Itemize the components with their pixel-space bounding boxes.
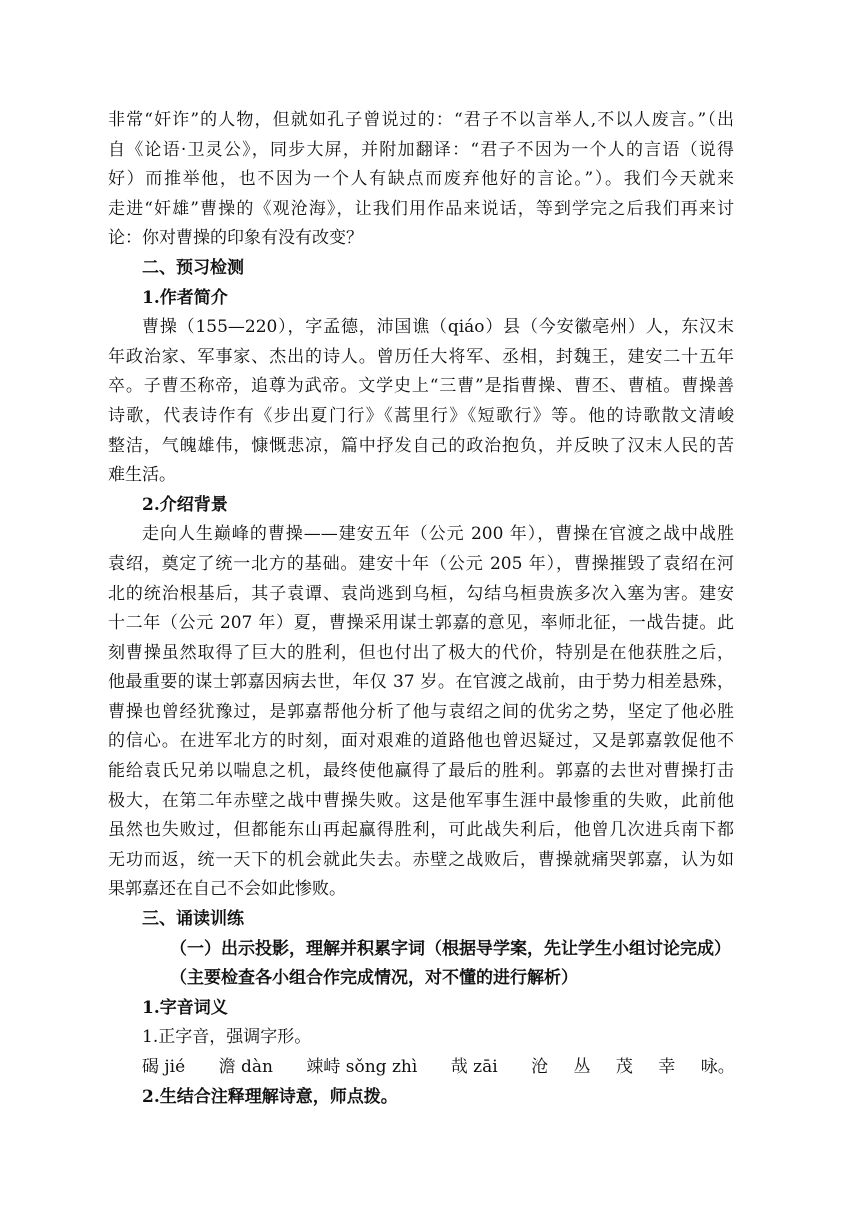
pinyin-item: 幸 <box>658 1057 676 1077</box>
document-body <box>108 106 734 1112</box>
vocab-instruction: 1.正字音，强调字形。 <box>142 1027 312 1048</box>
author-line: 卒。子曹丕称帝，追尊为武帝。文学史上“三曹”是指曹操、曹丕、曹植。曹操善 <box>108 376 734 397</box>
background-line: 曹操也曾经犹豫过，是郭嘉帮他分析了他与袁绍之间的优劣之势，坚定了他必胜 <box>108 701 734 722</box>
poem-meaning-heading: 2.生结合注释理解诗意，师点拨。 <box>142 1086 398 1107</box>
section-heading-preview-check: 二、预习检测 <box>142 257 244 278</box>
vocab-heading: 1.字音词义 <box>142 997 228 1018</box>
background-line: 的信心。在进军北方的时刻，面对艰难的道路他也曾迟疑过，又是郭嘉敦促他不 <box>108 731 734 752</box>
background-line: 能给袁氏兄弟以喘息之机，最终使他赢得了最后的胜利。郭嘉的去世对曹操打击 <box>108 761 734 782</box>
step1-note: （主要检查各小组合作完成情况，对不懂的进行解析） <box>170 968 578 989</box>
step1-heading: （一）出示投影，理解并积累字词（根据导学案，先让学生小组讨论完成） <box>170 938 731 959</box>
section-heading-recitation: 三、诵读训练 <box>142 909 244 930</box>
author-line: 曹操（155—220），字孟德，沛国谯（qiáo）县（今安徽亳州）人，东汉末 <box>142 317 734 338</box>
author-line: 整洁，气魄雄伟，慷慨悲凉，篇中抒发自己的政治抱负，并反映了汉末人民的苦 <box>108 435 734 456</box>
pinyin-item: 沧 <box>531 1057 549 1077</box>
pinyin-item: 哉 zāi <box>450 1057 498 1077</box>
background-line: 北的统治根基后，其子袁谭、袁尚逃到乌桓，勾结乌桓贵族多次入塞为害。建安 <box>108 583 734 604</box>
intro-line: 走进“奸雄”曹操的《观沧海》，让我们用作品来说话，等到学完之后我们再来讨 <box>108 198 734 219</box>
intro-line: 论：你对曹操的印象有没有改变？ <box>108 228 363 249</box>
background-line: 极大，在第二年赤壁之战中曹操失败。这是他军事生涯中最惨重的失败，此前他 <box>108 790 734 811</box>
pinyin-item: 澹 dàn <box>218 1057 273 1077</box>
pinyin-item: 竦峙 sǒng zhì <box>306 1057 418 1077</box>
pinyin-row <box>108 1053 734 1083</box>
author-heading: 1.作者简介 <box>142 287 228 308</box>
pinyin-item: 碣 jié <box>142 1057 186 1077</box>
background-line: 刻曹操虽然取得了巨大的胜利，但也付出了极大的代价，特别是在他获胜之后， <box>108 642 734 663</box>
background-line: 十二年（公元 207 年）夏，曹操采用谋士郭嘉的意见，率师北征，一战告捷。此 <box>108 613 734 634</box>
background-line: 虽然也失败过，但都能东山再起赢得胜利，可此战失利后，他曾几次进兵南下都 <box>108 820 734 841</box>
intro-line: 自《论语·卫灵公》，同步大屏，并附加翻译：“君子不因为一个人的言语（说得 <box>108 139 734 160</box>
background-line: 袁绍，奠定了统一北方的基础。建安十年（公元 205 年），曹操摧毁了袁绍在河 <box>108 553 734 574</box>
author-line: 年政治家、军事家、杰出的诗人。曾历任大将军、丞相，封魏王，建安二十五年 <box>108 346 734 367</box>
pinyin-item: 茂 <box>615 1057 633 1077</box>
background-line: 无功而返，统一天下的机会就此失去。赤壁之战败后，曹操就痛哭郭嘉，认为如 <box>108 849 734 870</box>
intro-line: 非常“奸诈”的人物，但就如孔子曾说过的：“君子不以言举人,不以人废言。”（出 <box>108 110 734 130</box>
pinyin-item: 丛 <box>573 1057 591 1077</box>
author-line: 诗歌，代表诗作有《步出夏门行》《蒿里行》《短歌行》等。他的诗歌散文清峻 <box>108 405 734 426</box>
intro-line: 好）而推举他，也不因为一个人有缺点而废弃他好的言论。”）。我们今天就来 <box>108 169 734 190</box>
background-line: 走向人生巅峰的曹操——建安五年（公元 200 年），曹操在官渡之战中战胜 <box>142 524 734 545</box>
background-line: 他最重要的谋士郭嘉因病去世，年仅 37 岁。在官渡之战前，由于势力相差悬殊， <box>108 672 734 693</box>
background-heading: 2.介绍背景 <box>142 494 228 515</box>
pinyin-item: 咏。 <box>700 1057 735 1077</box>
background-line: 果郭嘉还在自己不会如此惨败。 <box>108 879 346 900</box>
author-line: 难生活。 <box>108 465 176 486</box>
